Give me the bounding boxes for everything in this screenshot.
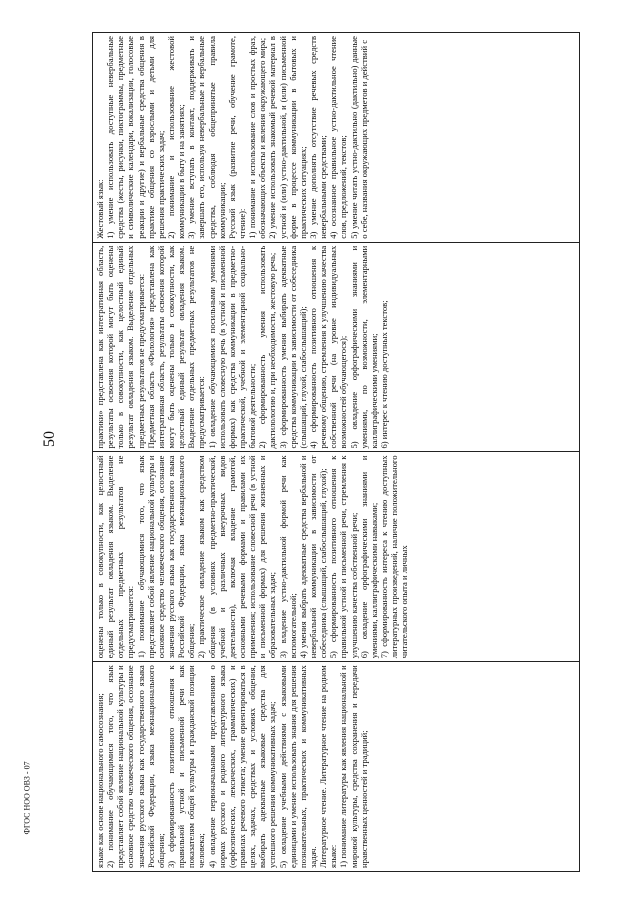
cell-text: 3) сформированность умения выбирать адекватные средства коммуникации в зависимости от собеседника (слышащий, глухой, слабослышащий); [277,245,308,449]
cell-text: 2) сформированность умения использовать дактилологию и, при необходимости, жестовую речь; [257,245,278,449]
page-number: 50 [41,431,58,447]
cell-text: оценены только в совокупности, как целостный единый результат овладения языком. Выделение отдельных предметных результатов не предусматривается: [95,455,136,659]
cell-text: 1) понимание обучающимися того, что язык представляет собой явление национальной культуры и основное средство человеческого общения, осознание значения русского языка как государственного языка Российской Федерации, языка межнационального общения; [135,455,197,659]
standards-comparison-table [92,32,580,872]
table-cell-column-1 [93,662,580,872]
cell-text: 2) понимание и использование жестовой коммуникации в быту и на занятиях; [165,36,187,239]
cell-text: 5) сформированность позитивного отношения к правильной устной и письменной речи, стремления к улучшению качества собственной речи; [328,455,359,659]
cell-text: 1) умение использовать доступные невербальные средства (жесты, рисунки, пиктограммы, предметные и символические календари, вокализации, голосовые реакции и другие) и вербальные средства общения в практике общения со взрослыми и детьми для решения практических задач; [105,36,166,239]
cell-text: практики» представлена как интегративная область, результаты освоения которой могут быть оценены только в совокупности, как целостный единый результат овладения языком. Выделение отдельных предметных результатов не предусматривается: [95,245,146,449]
cell-text: 6) овладение орфографическими знаниями и умениями, каллиграфическими навыками; [358,455,379,659]
cell-text: 3) умение вступать в контакт, поддерживать и завершать его, используя невербальные и вербальные средства, соблюдая общепринятые правила коммуникации; [186,36,227,239]
table-cell-column-3 [93,242,580,452]
table-cell-column-2 [93,452,580,662]
cell-text: 6) интерес к чтению доступных текстов; [378,300,389,449]
cell-text: Предметная область «Филология» представлена как интегративная область, результаты освоения которой могут быть оценены только в совокупности, как целостный единый результат овладения языком. Выделение отдельных предметных результатов не предусматривается: [145,245,207,449]
footer-document-code: ФГОС НОО ОВЗ - 07 [22,761,32,835]
cell-text: 1) понимание литературы как явления национальной и мировой культуры, средства сохранения и передачи нравственных ценностей и традиций; [338,665,369,868]
cell-text: 1) понимание и использование слов и простых фраз, обозначающих объекты и явления окружающего мира; [247,36,268,239]
table-row [93,33,580,872]
cell-text: 5) умение читать устно-дактильно (дактильно) данные о себе, названия окружающих предметов и действий с [348,36,369,239]
cell-text: Жестовый язык: [95,179,105,239]
cell-text: Русский язык (развитие речи, обучение грамоте, чтение): [226,36,247,239]
rotated-page-content [92,32,580,872]
cell-text: 4) овладение первоначальными представлениями о нормах русского и родного литературного языка (орфоэпических, лексических, грамматических) и правилах речевого этикета; умение ориентироваться в целях, задачах, средствах и условиях общения, выбирать адекватные языковые средства для успешного решения коммуникативных задач; [206,665,278,868]
table-cell-column-4 [93,33,580,243]
cell-text: 3) владение устно-дактильной формой речи как вспомогательной; [277,455,298,659]
cell-text: 5) овладение учебными действиями с языковыми единицами и умение использовать знания для решения познавательных, практических и коммуникативных задач. [277,665,318,868]
cell-text: 4) умения выбрать адекватные средства вербальной и невербальной коммуникации в зависимости от собеседника (слышащий, слабослышащий, глухой); [297,455,329,659]
cell-text: 3) сформированность позитивного отношения к правильной устной и письменной речи как показателям общей культуры и гражданской позиции человека; [165,665,207,868]
cell-text: 4) осознанное правильное устно-дактильное чтение слов, предложений, текстов; [328,36,349,239]
cell-text: 3) умение дополнять отсутствие речевых средств невербальными средствами; [307,36,329,239]
cell-text: 7) сформированность интереса к чтению доступных литературных произведений, наличие положительного читательского опыта и личных [378,455,410,659]
cell-text: 1) овладение обучающимися посильными умениями использовать словесную речь (в устной и письменной формах) как средства коммуникации в предметно-практической, учебной и элементарной социально-бытовой деятельности; [206,245,258,449]
cell-text: Литературное чтение. Литературное чтение на родном языке: [318,665,339,868]
cell-text: 2) практическое овладение языком как средством общения (в условиях предметно-практической, учебной и различных внеурочных видов деятельности), включая владение грамотой, основными речевыми формами и правилами их применения; использование словесной речи (в устной и письменной формах) для решения жизненных и образовательных задач; [196,455,278,659]
cell-text: 5) овладение орфографическими знаниями и умениями, по возможности, элементарными каллиграфическими умениями; [348,245,379,449]
cell-text: 4) сформированность позитивного отношения к речевому общению, стремления к улучшению качества собственной речи (на уровне индивидуальных возможностей обучающегося); [307,245,349,449]
cell-text: 2) умение использовать знакомый речевой материал в устной и (или) устно-дактильной, и (или) письменной форме в процессе коммуникации в бытовых и практических ситуациях; [267,36,308,239]
cell-text: 2) понимание обучающимися того, что язык представляет собой явление национальной культуры и основное средство человеческого общения, осознание значения русского языка как государственного языка Российской Федерации, языка межнационального общения; [105,665,166,868]
cell-text: языке как основе национального самосознания; [95,693,105,868]
